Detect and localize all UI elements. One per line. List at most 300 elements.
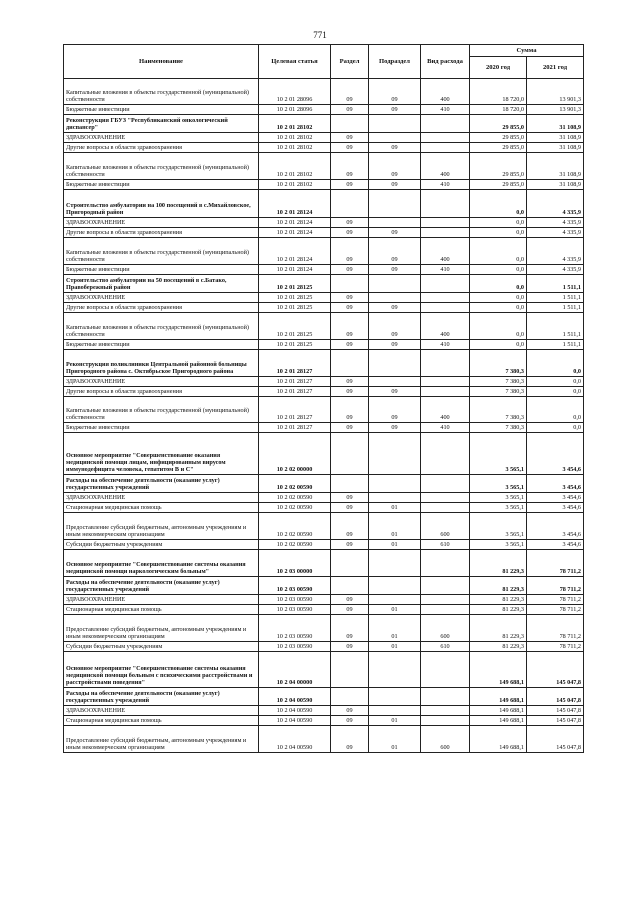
cell-target: 10 2 04 00590 [259,688,331,706]
cell-sum-2021: 4 335,9 [527,228,584,238]
cell-section: 09 [331,293,369,303]
table-row [64,265,584,275]
cell-name: Расходы на обеспечение деятельности (оказание услуг) государственных учреждений [64,475,259,493]
cell-name: Реконструкция ГБУЗ "Республиканский онкологический диспансер" [64,115,259,133]
cell-expense-type: 410 [421,105,470,115]
cell-name: Капитальные вложения в объекты государственной (муниципальной) собственности [64,238,259,265]
cell-section: 09 [331,313,369,340]
table-row [64,706,584,716]
table-row [64,503,584,513]
cell-subsection: 09 [369,313,421,340]
cell-expense-type [421,433,470,475]
table-row [64,79,584,105]
cell-expense-type: 410 [421,423,470,433]
cell-name: Другие вопросы в области здравоохранения [64,228,259,238]
cell-expense-type [421,595,470,605]
header-name: Наименование [64,45,259,79]
cell-section: 09 [331,303,369,313]
table-row [64,238,584,265]
cell-section [331,652,369,688]
cell-sum-2020: 149 688,1 [470,706,527,716]
cell-target: 10 2 03 00590 [259,577,331,595]
cell-section: 09 [331,340,369,350]
cell-expense-type [421,475,470,493]
cell-target: 10 2 01 28124 [259,190,331,218]
cell-name: Субсидии бюджетным учреждениям [64,642,259,652]
table-row [64,190,584,218]
cell-sum-2021: 31 108,9 [527,180,584,190]
table-row [64,153,584,180]
cell-sum-2020: 3 565,1 [470,433,527,475]
cell-target: 10 2 01 28102 [259,153,331,180]
cell-name: Реконструкция поликлиники Центральной районной больницы Пригородного района с. Октябрьское Пригородного района [64,350,259,377]
cell-sum-2020: 29 855,0 [470,180,527,190]
cell-expense-type: 410 [421,265,470,275]
cell-section: 09 [331,503,369,513]
table-row [64,433,584,475]
cell-subsection [369,433,421,475]
cell-name: ЗДРАВООХРАНЕНИЕ [64,133,259,143]
cell-sum-2021: 3 454,6 [527,513,584,540]
table-row [64,143,584,153]
cell-sum-2021: 3 454,6 [527,540,584,550]
cell-name: Стационарная медицинская помощь [64,605,259,615]
cell-sum-2021: 1 511,1 [527,313,584,340]
cell-sum-2021: 145 047,8 [527,688,584,706]
cell-sum-2020: 0,0 [470,190,527,218]
cell-section: 09 [331,79,369,105]
cell-sum-2021: 4 335,9 [527,265,584,275]
cell-name: Основное мероприятие "Совершенствование системы оказания медицинской помощи наркологическим больным" [64,550,259,577]
cell-section: 09 [331,153,369,180]
table-header [64,45,584,79]
cell-expense-type: 400 [421,397,470,423]
table-row [64,652,584,688]
cell-section [331,190,369,218]
cell-subsection [369,218,421,228]
table-row [64,475,584,493]
cell-target: 10 2 01 28102 [259,115,331,133]
cell-section: 09 [331,642,369,652]
cell-section: 09 [331,133,369,143]
header-expense-type: Вид расхода [421,45,470,79]
cell-subsection [369,190,421,218]
cell-target: 10 2 03 00590 [259,642,331,652]
cell-sum-2020: 18 720,0 [470,79,527,105]
cell-expense-type [421,706,470,716]
cell-subsection: 01 [369,605,421,615]
cell-sum-2020: 149 688,1 [470,652,527,688]
cell-name: Предоставление субсидий бюджетным, автономным учреждениям и иным некоммерческим организациям [64,513,259,540]
cell-subsection: 09 [369,105,421,115]
cell-name: Строительство амбулатории на 50 посещений в с.Батако, Правобережный район [64,275,259,293]
table-row [64,387,584,397]
table-row [64,615,584,642]
cell-subsection [369,475,421,493]
cell-target: 10 2 01 28124 [259,238,331,265]
cell-expense-type [421,716,470,726]
cell-section: 09 [331,228,369,238]
header-subsection: Подраздел [369,45,421,79]
cell-expense-type: 410 [421,340,470,350]
cell-target: 10 2 01 28125 [259,303,331,313]
cell-sum-2021: 78 711,2 [527,550,584,577]
cell-sum-2021: 78 711,2 [527,605,584,615]
cell-section: 09 [331,493,369,503]
table-row [64,313,584,340]
cell-sum-2021: 0,0 [527,423,584,433]
table-row [64,493,584,503]
cell-name: Капитальные вложения в объекты государственной (муниципальной) собственности [64,153,259,180]
cell-sum-2020: 0,0 [470,265,527,275]
table-row [64,350,584,377]
cell-sum-2021: 3 454,6 [527,503,584,513]
cell-section: 09 [331,513,369,540]
cell-sum-2021: 13 901,3 [527,105,584,115]
cell-target: 10 2 01 28102 [259,180,331,190]
cell-sum-2021: 31 108,9 [527,115,584,133]
table-body [64,79,584,753]
table-row [64,726,584,753]
cell-sum-2020: 81 229,3 [470,595,527,605]
cell-expense-type [421,303,470,313]
cell-target: 10 2 03 00590 [259,605,331,615]
cell-subsection [369,688,421,706]
cell-subsection [369,595,421,605]
cell-section: 09 [331,105,369,115]
cell-name: Капитальные вложения в объекты государственной (муниципальной) собственности [64,397,259,423]
cell-target: 10 2 01 28127 [259,377,331,387]
table-row [64,303,584,313]
cell-sum-2020: 81 229,3 [470,615,527,642]
cell-subsection: 09 [369,387,421,397]
cell-sum-2020: 0,0 [470,303,527,313]
cell-name: Предоставление субсидий бюджетным, автономным учреждениям и иным некоммерческим организациям [64,615,259,642]
cell-subsection [369,706,421,716]
cell-sum-2020: 3 565,1 [470,503,527,513]
cell-name: ЗДРАВООХРАНЕНИЕ [64,293,259,303]
cell-name: Бюджетные инвестиции [64,105,259,115]
cell-expense-type [421,115,470,133]
cell-sum-2020: 149 688,1 [470,688,527,706]
cell-target: 10 2 01 28127 [259,423,331,433]
cell-expense-type [421,605,470,615]
cell-expense-type [421,218,470,228]
cell-section: 09 [331,387,369,397]
cell-section [331,688,369,706]
cell-section: 09 [331,540,369,550]
cell-sum-2021: 3 454,6 [527,433,584,475]
cell-expense-type [421,377,470,387]
cell-subsection [369,293,421,303]
cell-target: 10 2 04 00000 [259,652,331,688]
cell-name: ЗДРАВООХРАНЕНИЕ [64,595,259,605]
cell-sum-2020: 149 688,1 [470,726,527,753]
cell-sum-2021: 4 335,9 [527,190,584,218]
cell-name: Стационарная медицинская помощь [64,716,259,726]
table-row [64,540,584,550]
cell-sum-2021: 145 047,8 [527,726,584,753]
header-sum: Сумма [470,45,584,57]
header-year-2020: 2020 год [470,57,527,79]
cell-section: 09 [331,377,369,387]
cell-sum-2021: 0,0 [527,387,584,397]
cell-expense-type: 610 [421,540,470,550]
cell-sum-2020: 81 229,3 [470,605,527,615]
cell-expense-type: 600 [421,513,470,540]
cell-name: Другие вопросы в области здравоохранения [64,143,259,153]
table-row [64,577,584,595]
page-number: 771 [313,30,327,40]
cell-sum-2020: 0,0 [470,313,527,340]
cell-sum-2020: 3 565,1 [470,513,527,540]
cell-sum-2020: 7 380,3 [470,387,527,397]
cell-target: 10 2 02 00590 [259,540,331,550]
cell-section: 09 [331,397,369,423]
cell-expense-type: 600 [421,615,470,642]
table-row [64,716,584,726]
cell-subsection: 01 [369,726,421,753]
cell-section: 09 [331,143,369,153]
cell-sum-2020: 7 380,3 [470,397,527,423]
cell-expense-type: 410 [421,180,470,190]
cell-sum-2020: 7 380,3 [470,377,527,387]
cell-subsection: 01 [369,642,421,652]
cell-name: Субсидии бюджетным учреждениям [64,540,259,550]
cell-target: 10 2 04 00590 [259,716,331,726]
cell-subsection: 09 [369,180,421,190]
cell-expense-type [421,503,470,513]
cell-target: 10 2 02 00590 [259,493,331,503]
cell-target: 10 2 01 28124 [259,265,331,275]
cell-subsection: 01 [369,513,421,540]
cell-name: Основное мероприятие "Совершенствование системы оказания медицинской помощи больным с психическими расстройствами и расстройствами поведения" [64,652,259,688]
cell-name: Расходы на обеспечение деятельности (оказание услуг) государственных учреждений [64,577,259,595]
cell-sum-2021: 1 511,1 [527,293,584,303]
cell-subsection: 01 [369,503,421,513]
cell-target: 10 2 01 28127 [259,397,331,423]
cell-sum-2020: 3 565,1 [470,493,527,503]
table-row [64,180,584,190]
cell-sum-2021: 13 901,3 [527,79,584,105]
cell-expense-type: 400 [421,313,470,340]
cell-sum-2021: 31 108,9 [527,153,584,180]
table-row [64,105,584,115]
cell-sum-2021: 4 335,9 [527,238,584,265]
cell-target: 10 2 02 00590 [259,513,331,540]
cell-subsection: 09 [369,423,421,433]
cell-section: 09 [331,595,369,605]
cell-target: 10 2 01 28096 [259,105,331,115]
cell-name: Бюджетные инвестиции [64,340,259,350]
cell-name: ЗДРАВООХРАНЕНИЕ [64,493,259,503]
cell-target: 10 2 02 00590 [259,503,331,513]
table-row [64,133,584,143]
cell-expense-type: 600 [421,726,470,753]
table-row [64,397,584,423]
cell-sum-2021: 0,0 [527,397,584,423]
cell-name: Строительство амбулатории на 100 посещений в с.Михайловское, Пригородный район [64,190,259,218]
cell-name: Расходы на обеспечение деятельности (оказание услуг) государственных учреждений [64,688,259,706]
cell-section [331,475,369,493]
cell-target: 10 2 03 00590 [259,595,331,605]
cell-subsection: 09 [369,79,421,105]
cell-name: ЗДРАВООХРАНЕНИЕ [64,706,259,716]
cell-target: 10 2 03 00590 [259,615,331,642]
cell-section [331,577,369,595]
table-row [64,275,584,293]
cell-sum-2020: 18 720,0 [470,105,527,115]
cell-sum-2021: 1 511,1 [527,275,584,293]
table-row [64,377,584,387]
table-row [64,115,584,133]
cell-subsection: 01 [369,615,421,642]
cell-section [331,433,369,475]
cell-sum-2020: 29 855,0 [470,133,527,143]
cell-section [331,350,369,377]
cell-sum-2020: 29 855,0 [470,115,527,133]
cell-target: 10 2 01 28125 [259,275,331,293]
cell-target: 10 2 01 28096 [259,79,331,105]
budget-table [63,44,584,753]
cell-subsection: 09 [369,340,421,350]
cell-sum-2020: 7 380,3 [470,350,527,377]
cell-expense-type [421,577,470,595]
cell-subsection [369,493,421,503]
cell-name: ЗДРАВООХРАНЕНИЕ [64,377,259,387]
cell-sum-2021: 145 047,8 [527,706,584,716]
cell-subsection [369,550,421,577]
header-target: Целевая статья [259,45,331,79]
cell-name: Другие вопросы в области здравоохранения [64,387,259,397]
cell-sum-2021: 1 511,1 [527,340,584,350]
cell-expense-type: 400 [421,153,470,180]
cell-subsection: 01 [369,716,421,726]
cell-target: 10 2 01 28127 [259,350,331,377]
cell-section [331,115,369,133]
cell-sum-2020: 0,0 [470,275,527,293]
table-row [64,513,584,540]
cell-sum-2020: 3 565,1 [470,540,527,550]
cell-subsection: 09 [369,143,421,153]
cell-sum-2020: 81 229,3 [470,550,527,577]
cell-sum-2020: 29 855,0 [470,143,527,153]
table-row [64,688,584,706]
cell-sum-2021: 31 108,9 [527,133,584,143]
cell-target: 10 2 01 28124 [259,218,331,228]
cell-sum-2020: 3 565,1 [470,475,527,493]
cell-subsection [369,115,421,133]
cell-sum-2020: 0,0 [470,238,527,265]
cell-name: Капитальные вложения в объекты государственной (муниципальной) собственности [64,79,259,105]
cell-expense-type [421,688,470,706]
cell-sum-2021: 3 454,6 [527,475,584,493]
cell-expense-type [421,190,470,218]
cell-subsection [369,133,421,143]
cell-name: Другие вопросы в области здравоохранения [64,303,259,313]
cell-section: 09 [331,180,369,190]
cell-target: 10 2 03 00000 [259,550,331,577]
cell-section: 09 [331,423,369,433]
cell-target: 10 2 01 28102 [259,143,331,153]
cell-target: 10 2 02 00000 [259,433,331,475]
table-row [64,595,584,605]
cell-expense-type [421,143,470,153]
cell-subsection [369,350,421,377]
cell-subsection [369,577,421,595]
cell-subsection: 01 [369,540,421,550]
table-row [64,218,584,228]
cell-sum-2021: 31 108,9 [527,143,584,153]
cell-expense-type [421,133,470,143]
table-row [64,642,584,652]
cell-sum-2021: 145 047,8 [527,652,584,688]
cell-section: 09 [331,605,369,615]
cell-target: 10 2 01 28127 [259,387,331,397]
cell-subsection [369,377,421,387]
cell-section: 09 [331,265,369,275]
cell-name: Основное мероприятие "Совершенствование оказания медицинской помощи лицам, инфицированным вирусом иммунодефицита человека, гепатитом В и С" [64,433,259,475]
cell-name: Капитальные вложения в объекты государственной (муниципальной) собственности [64,313,259,340]
cell-target: 10 2 01 28124 [259,228,331,238]
cell-expense-type: 400 [421,79,470,105]
header-section: Раздел [331,45,369,79]
cell-sum-2020: 81 229,3 [470,577,527,595]
cell-subsection: 09 [369,228,421,238]
cell-expense-type [421,550,470,577]
cell-sum-2020: 0,0 [470,218,527,228]
cell-expense-type [421,350,470,377]
cell-section: 09 [331,716,369,726]
cell-name: Бюджетные инвестиции [64,180,259,190]
table-row [64,293,584,303]
cell-sum-2021: 145 047,8 [527,716,584,726]
header-year-2021: 2021 год [527,57,584,79]
cell-section: 09 [331,238,369,265]
cell-section [331,275,369,293]
cell-target: 10 2 01 28125 [259,293,331,303]
cell-sum-2020: 149 688,1 [470,716,527,726]
cell-subsection: 09 [369,397,421,423]
table-row [64,605,584,615]
cell-subsection: 09 [369,265,421,275]
cell-expense-type [421,387,470,397]
cell-expense-type [421,275,470,293]
cell-target: 10 2 04 00590 [259,726,331,753]
cell-expense-type [421,228,470,238]
cell-subsection: 09 [369,238,421,265]
cell-name: Бюджетные инвестиции [64,423,259,433]
cell-subsection [369,652,421,688]
cell-subsection: 09 [369,153,421,180]
cell-sum-2020: 29 855,0 [470,153,527,180]
cell-sum-2021: 78 711,2 [527,595,584,605]
cell-sum-2021: 78 711,2 [527,615,584,642]
cell-section [331,550,369,577]
cell-sum-2020: 7 380,3 [470,423,527,433]
cell-target: 10 2 04 00590 [259,706,331,716]
cell-target: 10 2 01 28125 [259,313,331,340]
cell-name: Стационарная медицинская помощь [64,503,259,513]
cell-name: ЗДРАВООХРАНЕНИЕ [64,218,259,228]
cell-section: 09 [331,615,369,642]
cell-name: Предоставление субсидий бюджетным, автономным учреждениям и иным некоммерческим организациям [64,726,259,753]
cell-sum-2020: 81 229,3 [470,642,527,652]
table-row [64,228,584,238]
cell-expense-type: 400 [421,238,470,265]
cell-section: 09 [331,726,369,753]
cell-target: 10 2 02 00590 [259,475,331,493]
